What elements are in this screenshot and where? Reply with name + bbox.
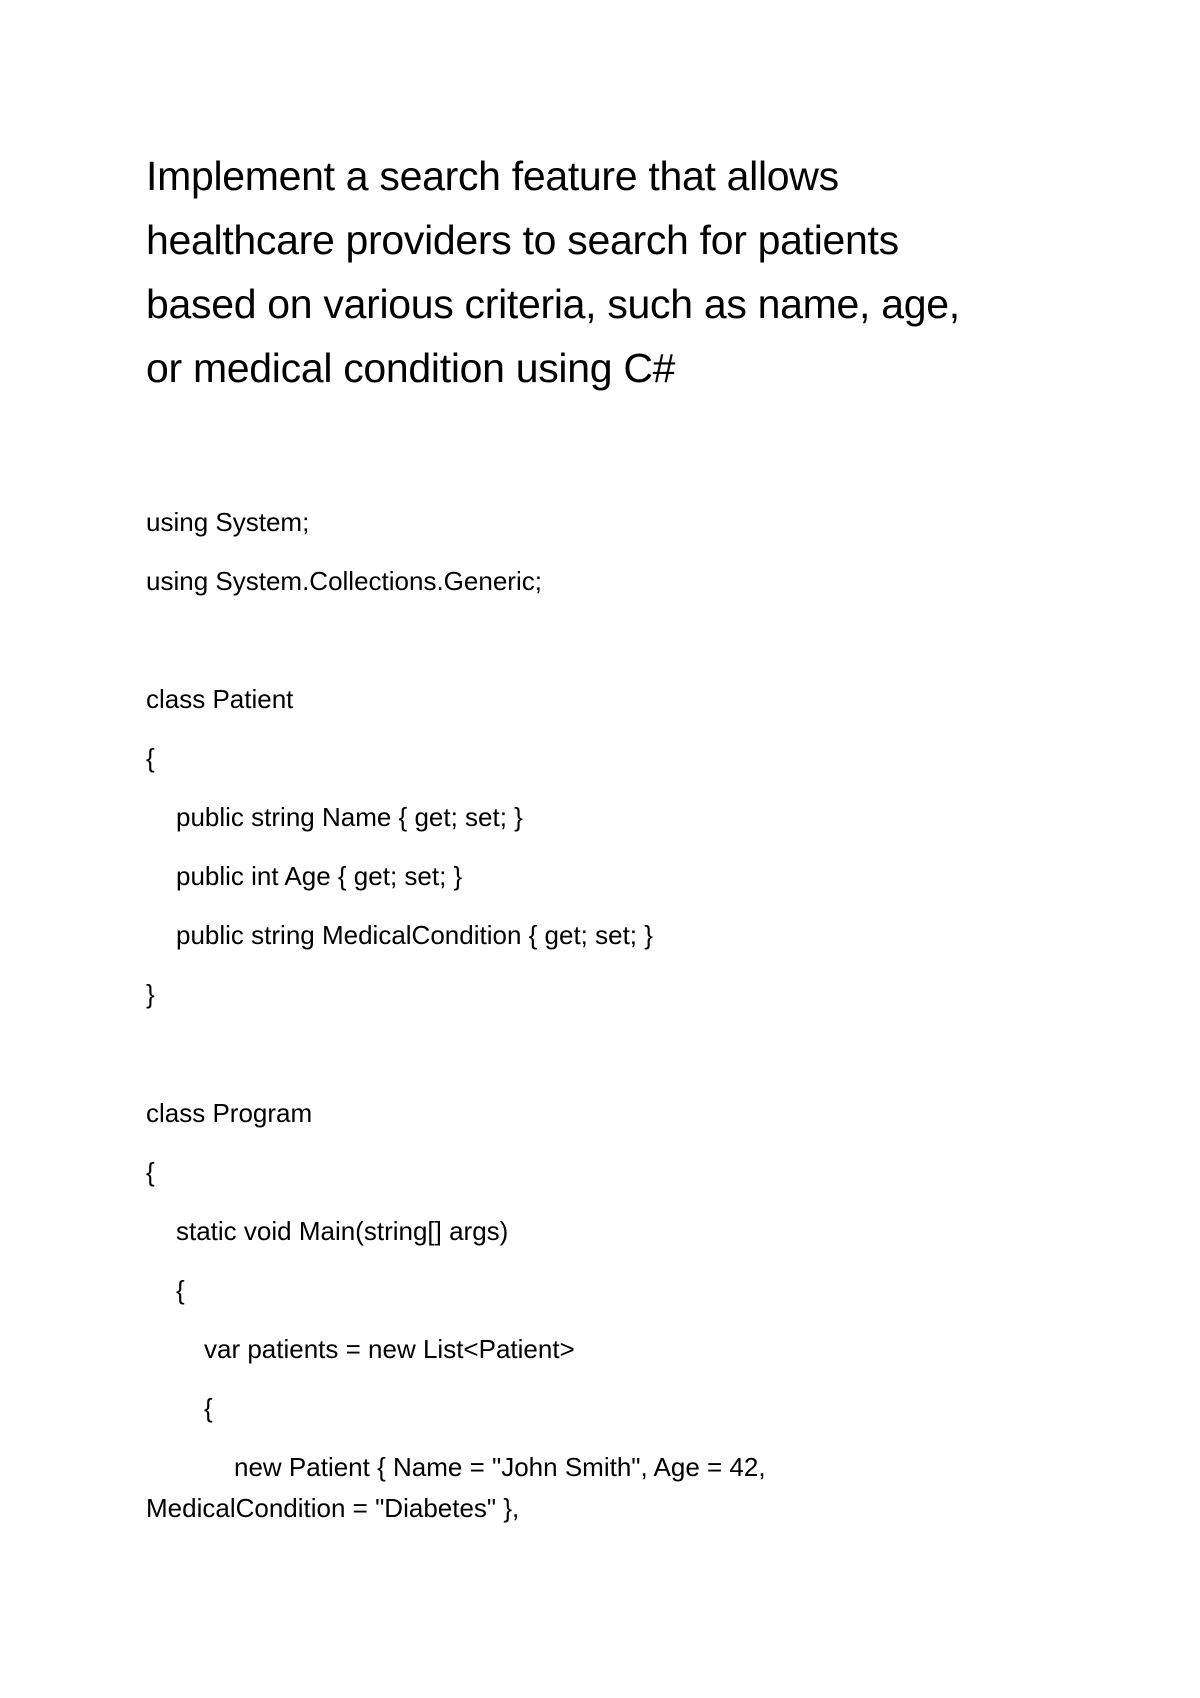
document-title [146,144,1066,400]
code-line: public string MedicalCondition { get; set; } [176,920,653,950]
code-line: public int Age { get; set; } [176,861,463,891]
title-line: or medical condition using C# [146,345,676,391]
title-line: based on various criteria, such as name, age, [146,281,960,327]
code-line: using System; [146,507,310,537]
code-line: { [204,1393,213,1423]
code-line: using System.Collections.Generic; [146,566,542,596]
code-line: new Patient { Name = "John Smith", Age = 42, [234,1452,766,1482]
code-line: public string Name { get; set; } [176,802,523,832]
code-line: { [146,1157,155,1187]
code-line: { [146,743,155,773]
code-line: MedicalCondition = "Diabetes" }, [146,1493,520,1523]
code-line: class Patient [146,684,294,714]
title-line: Implement a search feature that allows [146,153,839,199]
code-line: class Program [146,1098,313,1128]
code-line: var patients = new List<Patient> [204,1334,575,1364]
code-line: } [146,979,155,1009]
title-line: healthcare providers to search for patients [146,217,899,263]
code-line: static void Main(string[] args) [176,1216,509,1246]
code-line: { [176,1275,185,1305]
